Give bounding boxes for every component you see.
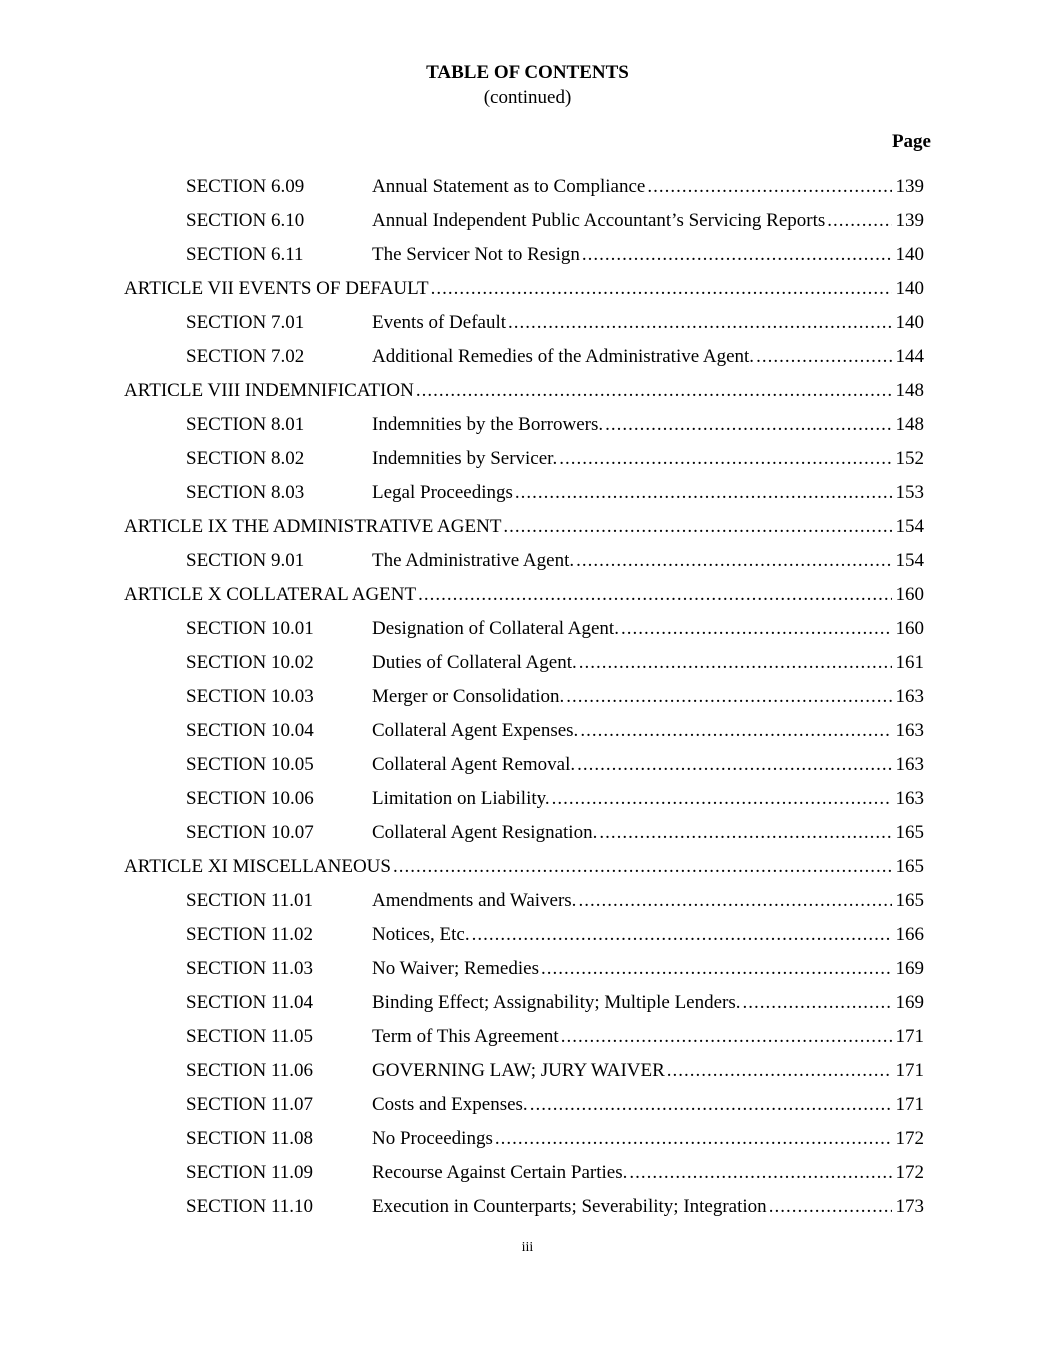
toc-section-entry[interactable] [124,1020,924,1054]
section-number: SECTION 11.09 [186,1162,314,1183]
entry-title: Legal Proceedings [372,482,513,503]
toc-article-entry[interactable] [124,510,924,544]
section-number: SECTION 10.06 [186,788,314,809]
entry-page-number: 169 [895,958,924,979]
dot-leader [605,408,891,442]
entry-title: Annual Independent Public Accountant’s Servicing Reports [372,210,826,231]
entry-title: Indemnities by the Borrowers. [372,414,604,435]
entry-page-number: 172 [895,1162,924,1183]
entry-title: Designation of Collateral Agent. [372,618,619,639]
entry-title: Annual Statement as to Compliance [372,176,646,197]
toc-section-entry[interactable] [124,170,924,204]
dot-leader [541,952,892,986]
entry-title: Term of This Agreement [372,1026,559,1047]
dot-leader [559,442,891,476]
dot-leader [578,884,891,918]
dot-leader [582,238,892,272]
dot-leader [827,204,891,238]
toc-section-entry[interactable] [124,680,924,714]
entry-page-number: 163 [895,686,924,707]
entry-title: Duties of Collateral Agent. [372,652,577,673]
toc-section-entry[interactable] [124,952,924,986]
entry-title: Events of Default [372,312,507,333]
toc-article-entry[interactable] [124,850,924,884]
entry-page-number: 144 [895,346,924,367]
entry-page-number: 163 [895,720,924,741]
toc-title: TABLE OF CONTENTS [426,62,629,83]
toc-section-entry[interactable] [124,714,924,748]
toc-section-entry[interactable] [124,816,924,850]
entry-title: ARTICLE IX THE ADMINISTRATIVE AGENT [124,516,502,537]
entry-page-number: 165 [895,822,924,843]
entry-title: Limitation on Liability. [372,788,550,809]
toc-section-entry[interactable] [124,1122,924,1156]
section-number: SECTION 10.04 [186,720,314,741]
dot-leader [577,748,891,782]
toc-section-entry[interactable] [124,340,924,374]
section-number: SECTION 10.07 [186,822,314,843]
dot-leader [599,816,891,850]
dot-leader [647,170,891,204]
toc-section-entry[interactable] [124,1156,924,1190]
toc-section-entry[interactable] [124,204,924,238]
entry-page-number: 154 [895,550,924,571]
dot-leader [580,714,891,748]
page-column-label: Page [891,131,931,152]
entry-title: Amendments and Waivers. [372,890,577,911]
entry-page-number: 152 [895,448,924,469]
entry-page-number: 139 [895,176,924,197]
section-number: SECTION 11.08 [186,1128,314,1149]
toc-section-entry[interactable] [124,646,924,680]
toc-section-entry[interactable] [124,1054,924,1088]
toc-section-entry[interactable] [124,782,924,816]
section-number: SECTION 10.03 [186,686,314,707]
dot-leader [416,374,892,408]
toc-section-entry[interactable] [124,544,924,578]
section-number: SECTION 11.07 [186,1094,314,1115]
toc-article-entry[interactable] [124,374,924,408]
section-number: SECTION 6.09 [186,176,305,197]
entry-title: GOVERNING LAW; JURY WAIVER [372,1060,665,1081]
entry-title: ARTICLE VIII INDEMNIFICATION [124,380,414,401]
dot-leader [756,340,891,374]
entry-title: Additional Remedies of the Administrative Agent. [372,346,755,367]
entry-title: Collateral Agent Removal. [372,754,576,775]
section-number: SECTION 11.02 [186,924,314,945]
entry-page-number: 139 [895,210,924,231]
dot-leader [472,918,892,952]
entry-page-number: 140 [895,278,924,299]
toc-section-entry[interactable] [124,986,924,1020]
section-number: SECTION 10.05 [186,754,314,775]
section-number: SECTION 11.01 [186,890,314,911]
entry-title: The Administrative Agent. [372,550,575,571]
toc-section-entry[interactable] [124,238,924,272]
entry-title: No Proceedings [372,1128,493,1149]
entry-title: ARTICLE XI MISCELLANEOUS [124,856,391,877]
dot-leader [566,680,891,714]
entry-page-number: 172 [895,1128,924,1149]
toc-section-entry[interactable] [124,612,924,646]
dot-leader [769,1190,892,1224]
section-number: SECTION 11.04 [186,992,314,1013]
toc-section-entry[interactable] [124,306,924,340]
entry-page-number: 171 [895,1026,924,1047]
dot-leader [431,272,892,306]
section-number: SECTION 8.02 [186,448,305,469]
entry-page-number: 153 [895,482,924,503]
entry-title: Costs and Expenses. [372,1094,528,1115]
entry-page-number: 166 [895,924,924,945]
entry-page-number: 171 [895,1060,924,1081]
dot-leader [621,612,892,646]
toc-list [124,170,924,1224]
entry-page-number: 154 [895,516,924,537]
entry-page-number: 140 [895,244,924,265]
entry-page-number: 140 [895,312,924,333]
toc-section-entry[interactable] [124,1088,924,1122]
dot-leader [552,782,892,816]
dot-leader [743,986,892,1020]
entry-title: Collateral Agent Expenses. [372,720,579,741]
dot-leader [418,578,891,612]
entry-page-number: 148 [895,414,924,435]
entry-page-number: 173 [895,1196,924,1217]
toc-section-entry[interactable] [124,918,924,952]
entry-page-number: 163 [895,788,924,809]
section-number: SECTION 7.01 [186,312,305,333]
entry-page-number: 165 [895,890,924,911]
toc-article-entry[interactable] [124,272,924,306]
toc-section-entry[interactable] [124,442,924,476]
toc-section-entry[interactable] [124,476,924,510]
toc-section-entry[interactable] [124,1190,924,1224]
entry-title: ARTICLE X COLLATERAL AGENT [124,584,417,605]
dot-leader [503,510,891,544]
section-number: SECTION 10.01 [186,618,314,639]
entry-title: Indemnities by Servicer. [372,448,558,469]
toc-section-entry[interactable] [124,408,924,442]
toc-section-entry[interactable] [124,748,924,782]
page-number: iii [521,1240,534,1255]
entry-title: Binding Effect; Assignability; Multiple Lenders. [372,992,741,1013]
entry-title: No Waiver; Remedies [372,958,539,979]
entry-title: ARTICLE VII EVENTS OF DEFAULT [124,278,429,299]
section-number: SECTION 7.02 [186,346,305,367]
dot-leader [508,306,891,340]
dot-leader [495,1122,892,1156]
section-number: SECTION 9.01 [186,550,305,571]
dot-leader [667,1054,892,1088]
dot-leader [629,1156,891,1190]
section-number: SECTION 6.10 [186,210,305,231]
entry-page-number: 169 [895,992,924,1013]
entry-title: Execution in Counterparts; Severability; Integration [372,1196,767,1217]
section-number: SECTION 8.01 [186,414,305,435]
entry-title: Collateral Agent Resignation. [372,822,598,843]
entry-page-number: 165 [895,856,924,877]
entry-title: The Servicer Not to Resign [372,244,580,265]
dot-leader [561,1020,892,1054]
entry-page-number: 171 [895,1094,924,1115]
section-number: SECTION 10.02 [186,652,314,673]
entry-page-number: 148 [895,380,924,401]
section-number: SECTION 8.03 [186,482,305,503]
entry-title: Notices, Etc. [372,924,470,945]
toc-subtitle: (continued) [483,87,572,108]
dot-leader [530,1088,892,1122]
dot-leader [576,544,891,578]
section-number: SECTION 11.03 [186,958,314,979]
entry-title: Recourse Against Certain Parties. [372,1162,628,1183]
section-number: SECTION 11.06 [186,1060,314,1081]
entry-page-number: 160 [895,584,924,605]
dot-leader [515,476,892,510]
entry-page-number: 161 [895,652,924,673]
toc-section-entry[interactable] [124,884,924,918]
entry-page-number: 160 [895,618,924,639]
dot-leader [393,850,892,884]
section-number: SECTION 11.05 [186,1026,314,1047]
section-number: SECTION 6.11 [186,244,304,265]
entry-title: Merger or Consolidation. [372,686,565,707]
dot-leader [579,646,892,680]
entry-page-number: 163 [895,754,924,775]
section-number: SECTION 11.10 [186,1196,314,1217]
toc-article-entry[interactable] [124,578,924,612]
